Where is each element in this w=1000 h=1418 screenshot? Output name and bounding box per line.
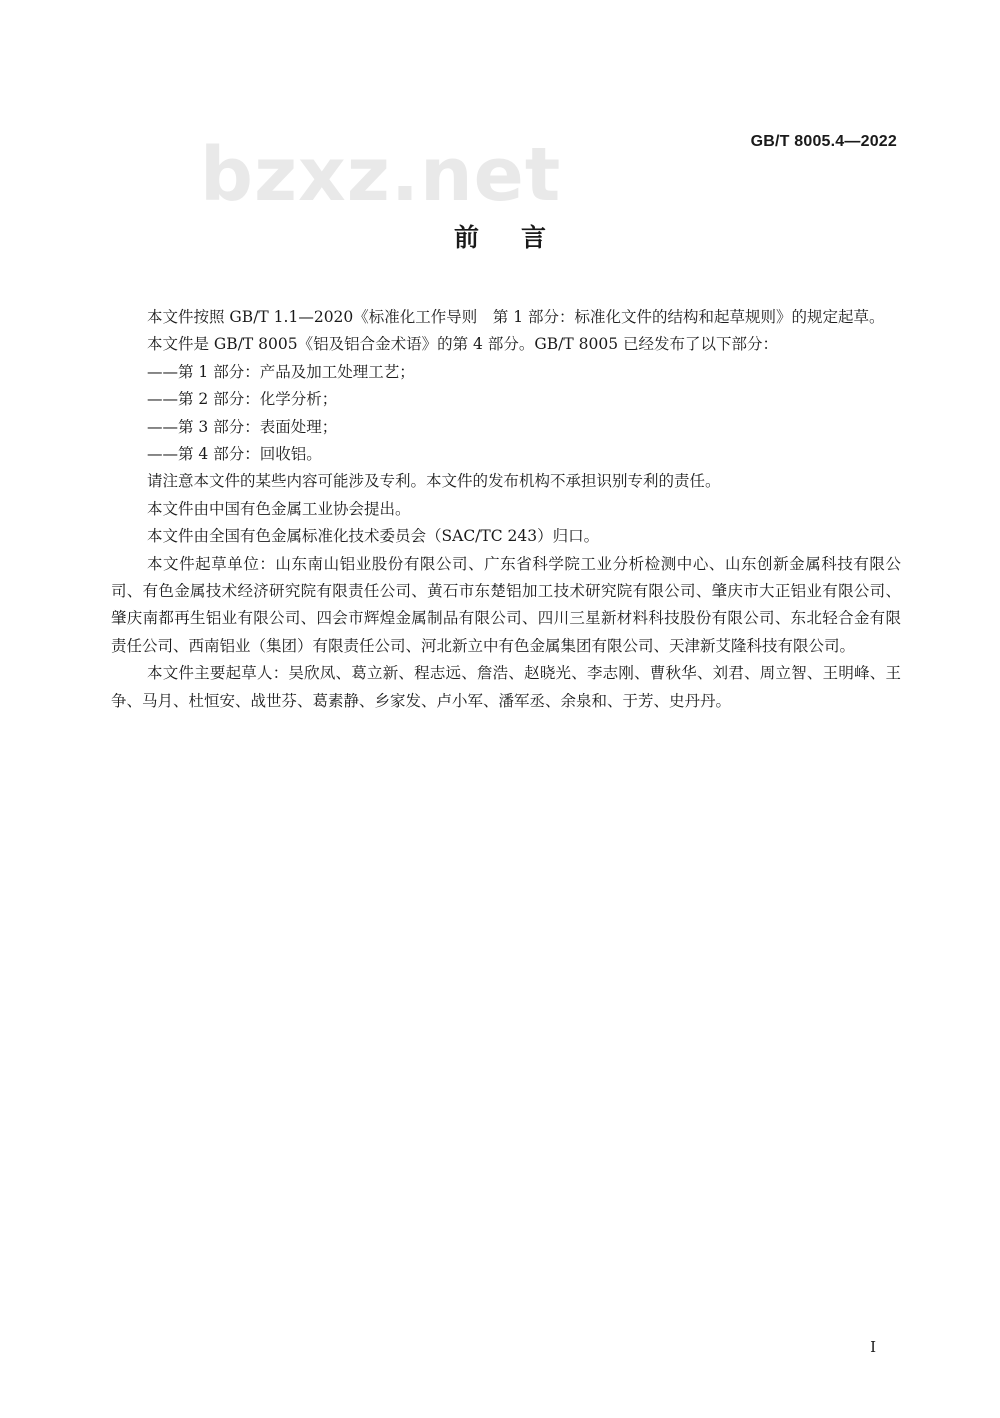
paragraph-drafting-organizations: 本文件起草单位：山东南山铝业股份有限公司、广东省科学院工业分析检测中心、山东创新金属科技有限公司、有色金属技术经济研究院有限责任公司、黄石市东楚铝加工技术研究院有限公司、肇庆市大正铝业有限公司、肇庆南都再生铝业有限公司、四会市辉煌金属制品有限公司、四川三星新材料科技股份有限公司、东北轻合金有限责任公司、西南铝业（集团）有限责任公司、河北新立中有色金属集团有限公司、天津新艾隆科技有限公司。: [111, 554, 901, 655]
list-item-part-4: ——第 4 部分：回收铝。: [147, 445, 322, 464]
list-item-part-2: ——第 2 部分：化学分析；: [147, 390, 338, 409]
page-title: 前言: [453, 223, 588, 252]
paragraph-patent-notice: 请注意本文件的某些内容可能涉及专利。本文件的发布机构不承担识别专利的责任。: [147, 472, 721, 491]
paragraph-proposed-by: 本文件由中国有色金属工业协会提出。: [147, 499, 411, 518]
watermark: bzxz.net: [200, 132, 562, 218]
paragraph-series-parts: 本文件是 GB/T 8005《铝及铝合金术语》的第 4 部分。GB/T 8005 已经发布了以下部分：: [147, 335, 778, 354]
paragraph-drafting-rules: 本文件按照 GB/T 1.1—2020《标准化工作导则 第 1 部分：标准化文件的结构和起草规则》的规定起草。: [147, 308, 885, 326]
paragraph-main-drafters: 本文件主要起草人：吴欣凤、葛立新、程志远、詹浩、赵晓光、李志刚、曹秋华、刘君、周立智、王明峰、王争、马月、杜恒安、战世芬、葛素静、乡家发、卢小军、潘军丞、余泉和、于芳、史丹丹。: [111, 664, 901, 710]
page-number: I: [870, 1338, 876, 1356]
list-item-part-1: ——第 1 部分：产品及加工处理工艺；: [147, 362, 415, 381]
paragraph-under-jurisdiction: 本文件由全国有色金属标准化技术委员会（SAC/TC 243）归口。: [147, 527, 600, 546]
list-item-part-3: ——第 3 部分：表面处理；: [147, 417, 338, 436]
document-number: GB/T 8005.4—2022: [750, 133, 897, 150]
foreword-body: [111, 304, 901, 715]
